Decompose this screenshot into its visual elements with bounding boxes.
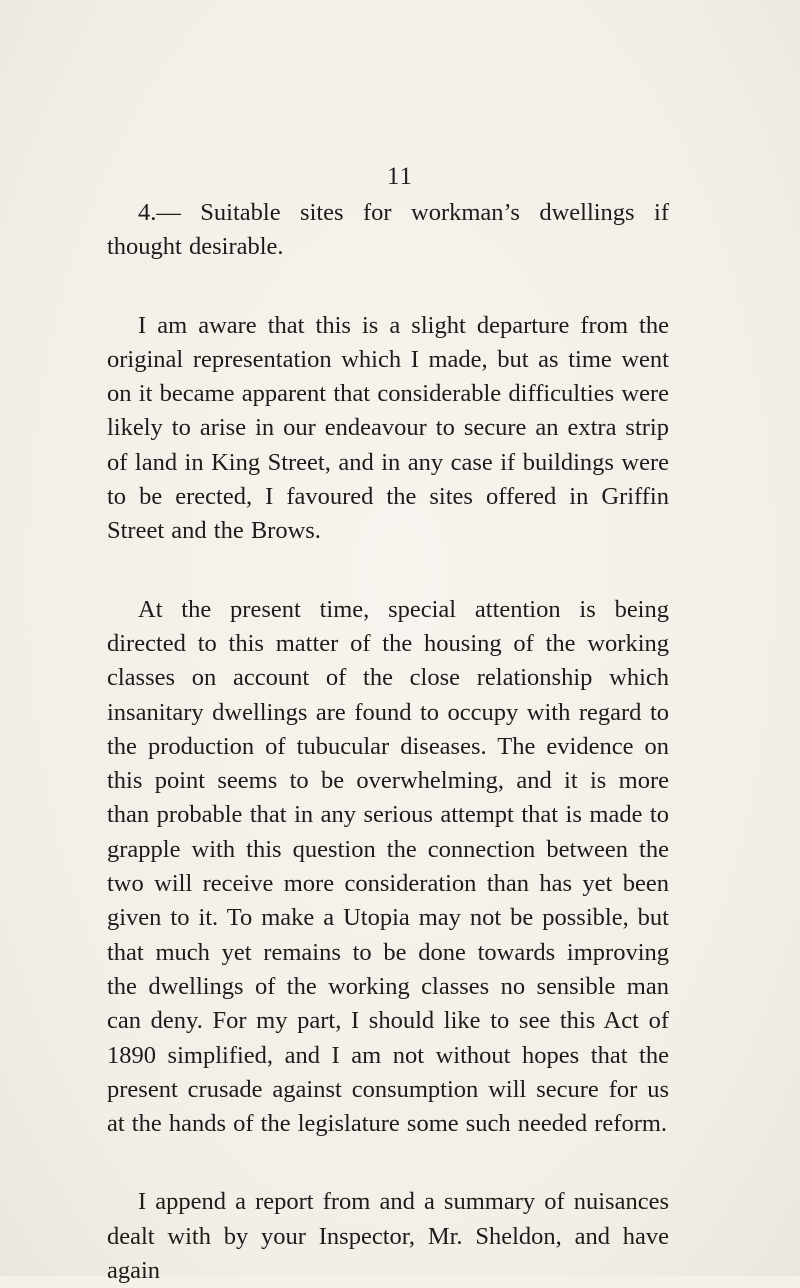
paragraph-report: I append a report from and a summary of nuisances dealt with by your Inspector, Mr. Sheldon, and have again: [107, 1188, 669, 1285]
page-number: 11: [386, 163, 414, 190]
paragraph-gap: [107, 265, 669, 309]
paragraph-housing: At the present time, special attention is being directed to this matter of the housing of the working classes on account of the close relationship which insanitary dwellings are found to occupy with regard to the production of tubucular diseases. The evidence on this point seems to be overwhelming, and it is more than probable that in any serious attempt that is made to grapple with this question the connection between the two will receive more consideration than has yet been given to it. To make a Utopia may not be possible, but that much yet remains to be done towards improving the dwellings of the working classes no sensible man can deny. For my part, I should like to see this Act of 1890 simplified, and I am not without hopes that the present crusade against consumption will secure for us at the hands of the legislature some such needed reform.: [107, 595, 669, 1138]
paragraph-site-item: 4.— Suitable sites for workman’s dwellings if thought desirable.: [107, 199, 669, 261]
document-body: [107, 196, 669, 1288]
paragraph-gap: [107, 1141, 669, 1185]
paragraph-departure: I am aware that this is a slight departure from the original representation which I made, but as time went on it became apparent that considerable difficulties were likely to arise in our endeavour to secure an extra strip of land in King Street, and in any case if buildings were to be erected, I favoured the sites offered in Griffin Street and the Brows.: [107, 311, 669, 545]
paragraph-gap: [107, 549, 669, 593]
